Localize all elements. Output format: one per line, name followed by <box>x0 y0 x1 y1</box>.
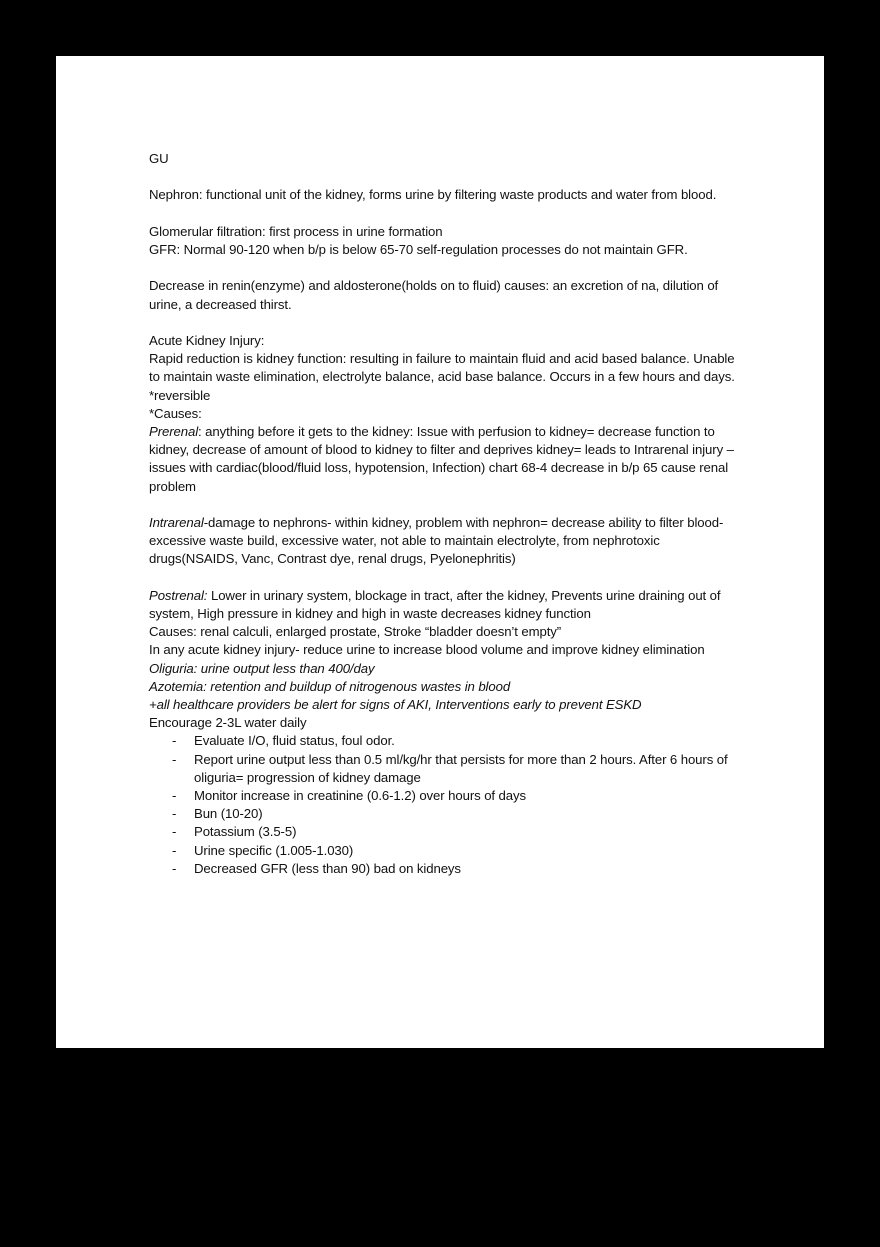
aki-heading: Acute Kidney Injury: <box>149 332 265 348</box>
dash-bullet-icon: - <box>172 751 177 767</box>
postrenal-text: Lower in urinary system, blockage in tract, after the kidney, Prevents urine draining out of system, High pressure in kidney and high in waste decreases kidney function <box>149 587 721 621</box>
postrenal-paragraph <box>149 587 739 623</box>
list-item: - Report urine output less than 0.5 ml/kg/hr that persists for more than 2 hours. After 6 hours of oliguria= progression of kidney damage <box>172 751 728 785</box>
intrarenal-paragraph <box>149 514 739 569</box>
dash-bullet-icon: - <box>172 842 177 858</box>
dash-bullet-icon: - <box>172 788 177 804</box>
providers-note: +all healthcare providers be alert for signs of AKI, Interventions early to prevent ESKD <box>149 697 642 712</box>
renin-paragraph: Decrease in renin(enzyme) and aldosterone(holds on to fluid) causes: an excretion of na, dilution of urine, a decreased thirst. <box>149 278 719 312</box>
intrarenal-text: -damage to nephrons- within kidney, problem with nephron= decrease ability to filter blood- excessive waste build, excessive water, not able to maintain electrolyte, from nephrotoxic drugs(NSAIDS, Vanc, Contrast dye, renal drugs, Pyelonephritis) <box>149 514 724 567</box>
nephron-paragraph: Nephron: functional unit of the kidney, forms urine by filtering waste products and water from blood. <box>149 187 717 203</box>
dash-bullet-icon: - <box>172 806 177 822</box>
aki-description: Rapid reduction is kidney function: resulting in failure to maintain fluid and acid based balance. Unable to maintain waste elimination, electrolyte balance, acid base balance. Occurs in a few hours and days. <box>149 351 735 385</box>
list-item: - Bun (10-20) <box>149 805 739 823</box>
dash-bullet-icon: - <box>172 733 177 749</box>
gfr-paragraph: GFR: Normal 90-120 when b/p is below 65-70 self-regulation processes do not maintain GFR. <box>149 241 688 257</box>
dash-bullet-icon: - <box>172 824 177 840</box>
oliguria-definition: Oliguria: urine output less than 400/day <box>149 660 375 676</box>
prerenal-label: Prerenal <box>149 423 199 439</box>
causes-label: *Causes: <box>149 405 202 421</box>
list-item: - Potassium (3.5-5) <box>149 823 739 841</box>
intrarenal-label: Intrarenal <box>149 514 204 530</box>
dash-bullet-icon: - <box>172 860 177 876</box>
any-aki-paragraph: In any acute kidney injury- reduce urine to increase blood volume and improve kidney elimination <box>149 642 705 658</box>
document-title: GU <box>149 151 169 166</box>
list-item: - Evaluate I/O, fluid status, foul odor. <box>149 732 739 750</box>
encourage-water: Encourage 2-3L water daily <box>149 715 307 731</box>
postrenal-causes: Causes: renal calculi, enlarged prostate, Stroke “bladder doesn’t empty” <box>149 624 562 640</box>
list-item: - Monitor increase in creatinine (0.6-1.2) over hours of days <box>149 787 739 805</box>
reversible-note: *reversible <box>149 387 211 403</box>
prerenal-paragraph <box>149 423 739 496</box>
glomerular-paragraph: Glomerular filtration: first process in urine formation <box>149 223 443 239</box>
document-body <box>149 150 739 878</box>
azotemia-definition: Azotemia: retention and buildup of nitrogenous wastes in blood <box>149 678 511 694</box>
list-item: - Decreased GFR (less than 90) bad on kidneys <box>149 860 739 878</box>
document-page <box>56 56 824 1048</box>
postrenal-label: Postrenal: <box>149 587 208 603</box>
intervention-list <box>149 732 739 878</box>
list-item: - Urine specific (1.005-1.030) <box>149 842 739 860</box>
prerenal-text: : anything before it gets to the kidney: Issue with perfusion to kidney= decrease function to kidney, decrease of amount of blood to kidney to filter and deprives kidney= leads to Intrarenal injury – issues with cardiac(blood/fluid loss, hypotension, Infection) chart 68-4 decrease in b/p 65 cause renal problem <box>149 423 734 494</box>
